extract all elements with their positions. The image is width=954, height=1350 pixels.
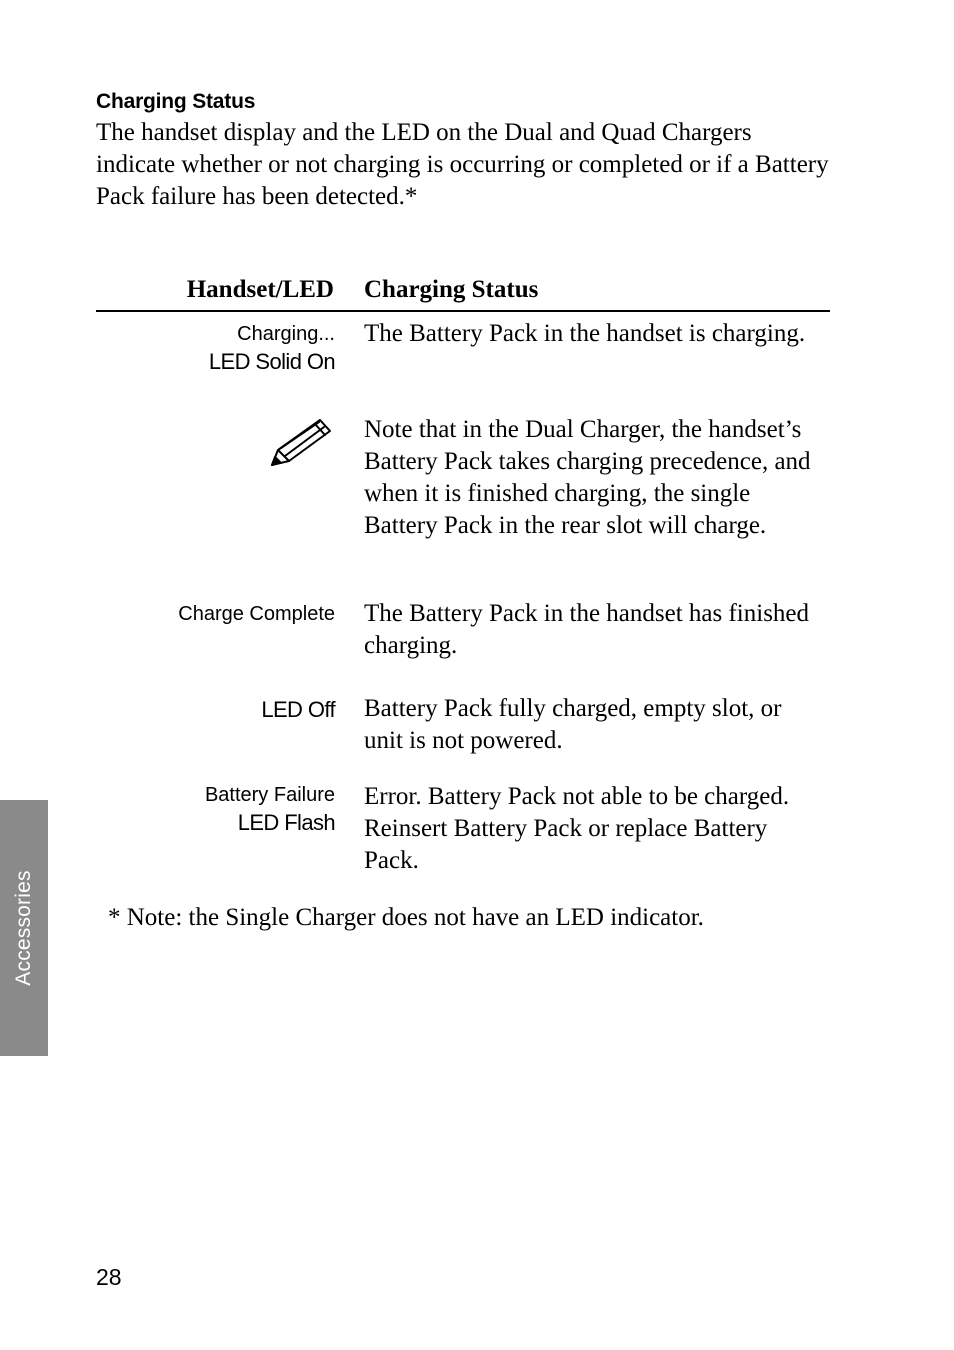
label-line: LED Flash (237, 810, 335, 835)
row-desc-led-off: Battery Pack fully charged, empty slot, or unit is not powered. (364, 695, 782, 754)
row-label-charge-complete (178, 601, 335, 628)
row-desc-charge-complete: The Battery Pack in the handset has finished charging. (364, 600, 810, 659)
header-charging-status: Charging Status (364, 276, 539, 303)
footnote: * Note: the Single Charger does not have an LED indicator. (108, 904, 704, 931)
header-handset-led: Handset/LED (186, 276, 334, 303)
label-line: Charging... (237, 323, 335, 345)
row-label-charging (209, 321, 335, 375)
row-desc-battery-failure: Error. Battery Pack not able to be charged. Reinsert Battery Pack or replace Battery Pack. (364, 783, 790, 874)
row-desc-charging: The Battery Pack in the handset is charging. (364, 320, 806, 347)
section-title: Charging Status (96, 90, 256, 113)
row-desc-note: Note that in the Dual Charger, the handset’s Battery Pack takes charging precedence, and when it is finished charging, the single Battery Pack in the rear slot will charge. (364, 416, 811, 539)
side-tab-label: Accessories (12, 870, 35, 986)
table-header (96, 276, 830, 312)
page-number: 28 (96, 1264, 122, 1290)
label-line: Battery Failure (204, 784, 335, 806)
intro-paragraph: The handset display and the LED on the Dual and Quad Chargers indicate whether or not charging is occurring or completed or if a Battery Pack failure has been detected.* (96, 119, 829, 210)
row-label-battery-failure (205, 782, 335, 836)
label-line: LED Solid On (208, 349, 335, 374)
row-label-led-off (261, 696, 335, 723)
label-line: Charge Complete (178, 603, 335, 625)
pencil-icon (268, 417, 334, 469)
label-line: LED Off (261, 697, 335, 722)
